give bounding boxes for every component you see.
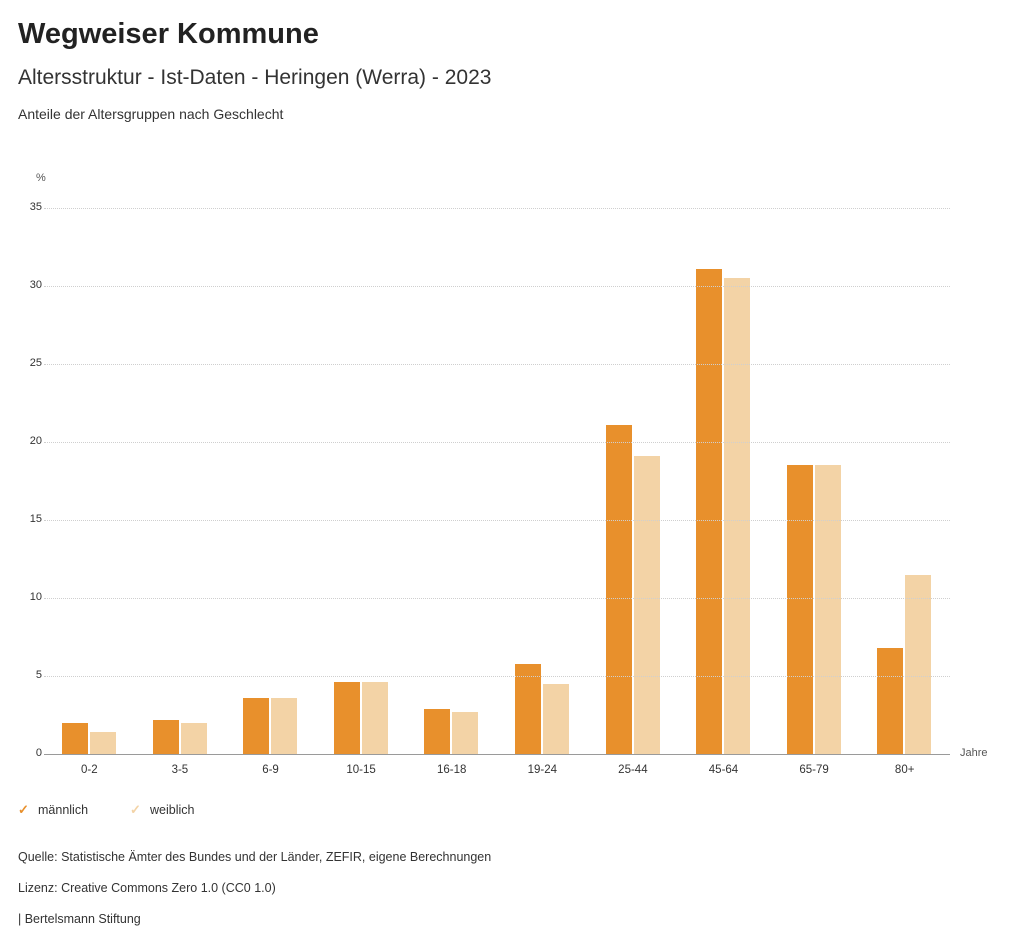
bar-group xyxy=(497,208,588,754)
bar-männlich-3-5[interactable] xyxy=(153,720,179,754)
x-axis-tick-label: 16-18 xyxy=(436,764,467,776)
y-axis-tick-label: 20 xyxy=(29,435,42,447)
bar-weiblich-6-9[interactable] xyxy=(271,698,297,754)
legend-item-weiblich[interactable] xyxy=(130,802,194,818)
bar-weiblich-10-15[interactable] xyxy=(362,682,388,754)
gridline xyxy=(44,208,950,209)
y-axis-tick-label: 0 xyxy=(35,747,42,759)
x-axis-tick-label: 45-64 xyxy=(708,764,739,776)
bar-weiblich-25-44[interactable] xyxy=(634,456,660,754)
chart-description: Anteile der Altersgruppen nach Geschlecht xyxy=(18,106,284,122)
x-axis-tick-label: 80+ xyxy=(894,764,915,776)
y-axis-unit-label: % xyxy=(36,172,46,184)
y-axis-tick-label: 35 xyxy=(29,201,42,213)
y-axis-tick-label: 5 xyxy=(35,669,42,681)
bar-group xyxy=(225,208,316,754)
bar-männlich-25-44[interactable] xyxy=(606,425,632,754)
bar-group xyxy=(135,208,226,754)
y-axis-tick-label: 15 xyxy=(29,513,42,525)
chart-container xyxy=(0,160,1024,780)
gridline xyxy=(44,520,950,521)
check-icon: ✓ xyxy=(130,802,141,817)
gridline xyxy=(44,442,950,443)
gridline xyxy=(44,364,950,365)
y-axis-tick-label: 10 xyxy=(29,591,42,603)
bar-group xyxy=(769,208,860,754)
gridline xyxy=(44,286,950,287)
bar-männlich-19-24[interactable] xyxy=(515,664,541,754)
bar-männlich-0-2[interactable] xyxy=(62,723,88,754)
x-axis-unit-label: Jahre xyxy=(960,747,988,759)
chart-legend xyxy=(18,802,237,818)
x-axis-tick-label: 0-2 xyxy=(80,764,98,776)
bar-weiblich-3-5[interactable] xyxy=(181,723,207,754)
bar-männlich-65-79[interactable] xyxy=(787,465,813,754)
y-axis-tick-label: 25 xyxy=(29,357,42,369)
check-icon: ✓ xyxy=(18,802,29,817)
bar-group xyxy=(406,208,497,754)
bar-weiblich-19-24[interactable] xyxy=(543,684,569,754)
x-axis-tick-label: 10-15 xyxy=(346,764,376,776)
bar-männlich-6-9[interactable] xyxy=(243,698,269,754)
bar-männlich-10-15[interactable] xyxy=(334,682,360,754)
gridline xyxy=(44,676,950,677)
bars-layer xyxy=(44,208,950,754)
plot-area xyxy=(29,201,950,776)
footer-publisher: | Bertelsmann Stiftung xyxy=(18,912,141,926)
bar-group xyxy=(588,208,679,754)
chart-footer xyxy=(18,842,491,935)
gridline xyxy=(44,598,950,599)
y-axis-tick-label: 30 xyxy=(29,279,42,291)
bar-group xyxy=(859,208,950,754)
x-axis-line xyxy=(44,754,950,755)
bar-group xyxy=(678,208,769,754)
bar-männlich-45-64[interactable] xyxy=(696,269,722,754)
x-axis-tick-label: 25-44 xyxy=(618,764,648,776)
x-axis-tick-label: 19-24 xyxy=(527,764,557,776)
legend-item-männlich[interactable] xyxy=(18,802,88,818)
legend-item-label: weiblich xyxy=(150,803,195,817)
bar-männlich-80+[interactable] xyxy=(877,648,903,754)
bar-männlich-16-18[interactable] xyxy=(424,709,450,754)
x-axis-tick-label: 6-9 xyxy=(262,764,279,776)
page-title: Wegweiser Kommune xyxy=(18,18,319,50)
bar-group xyxy=(316,208,407,754)
bar-weiblich-65-79[interactable] xyxy=(815,465,841,754)
bar-group xyxy=(44,208,135,754)
bar-weiblich-0-2[interactable] xyxy=(90,732,116,754)
footer-source: Quelle: Statistische Ämter des Bundes und der Länder, ZEFIR, eigene Berechnungen xyxy=(18,850,492,864)
x-axis-tick-label: 3-5 xyxy=(171,764,189,776)
bar-weiblich-80+[interactable] xyxy=(905,575,931,754)
bar-weiblich-45-64[interactable] xyxy=(724,278,750,754)
bar-weiblich-16-18[interactable] xyxy=(452,712,478,754)
chart-subtitle: Altersstruktur - Ist-Daten - Heringen (Werra) - 2023 xyxy=(18,66,492,89)
footer-license: Lizenz: Creative Commons Zero 1.0 (CC0 1.0) xyxy=(18,881,276,895)
legend-item-label: männlich xyxy=(38,803,89,817)
x-axis-tick-label: 65-79 xyxy=(799,764,829,776)
